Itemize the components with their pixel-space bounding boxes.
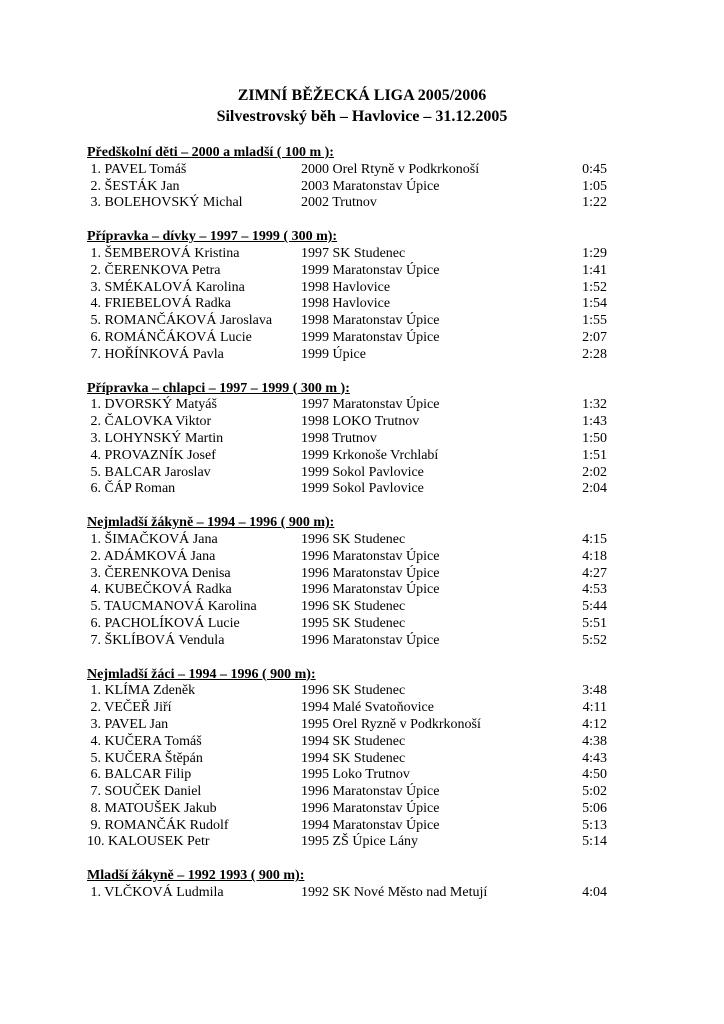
runner-club: 1999 Sokol Pavlovice bbox=[301, 481, 424, 497]
runner-time: 2:28 bbox=[582, 346, 607, 362]
runner-name: 6. ČÁP Roman bbox=[87, 481, 176, 497]
runner-name: 2. ČERENKOVA Petra bbox=[87, 262, 221, 278]
results-list bbox=[87, 145, 607, 919]
result-row bbox=[87, 818, 607, 835]
runner-club: 2003 Maratonstav Úpice bbox=[301, 178, 440, 194]
result-row bbox=[87, 347, 607, 364]
runner-name: 2. ČALOVKA Viktor bbox=[87, 414, 212, 430]
result-row bbox=[87, 734, 607, 751]
result-row bbox=[87, 179, 607, 196]
runner-time: 5:52 bbox=[582, 632, 607, 648]
result-row bbox=[87, 599, 607, 616]
category-heading: Nejmladší žáci – 1994 – 1996 ( 900 m): bbox=[87, 666, 316, 682]
runner-time: 1:22 bbox=[582, 195, 607, 211]
result-row bbox=[87, 751, 607, 768]
runner-time: 4:18 bbox=[582, 548, 607, 564]
runner-club: 1997 SK Studenec bbox=[301, 245, 406, 261]
category-section bbox=[87, 667, 607, 852]
category-section bbox=[87, 515, 607, 649]
runner-club: 1999 Maratonstav Úpice bbox=[301, 262, 440, 278]
result-row bbox=[87, 582, 607, 599]
runner-name: 3. LOHYNSKÝ Martin bbox=[87, 430, 224, 446]
runner-time: 4:38 bbox=[582, 733, 607, 749]
result-row bbox=[87, 481, 607, 498]
runner-name: 10. KALOUSEK Petr bbox=[87, 834, 210, 850]
runner-club: 1996 SK Studenec bbox=[301, 599, 406, 615]
runner-name: 5. BALCAR Jaroslav bbox=[87, 464, 211, 480]
runner-time: 5:44 bbox=[582, 599, 607, 615]
result-row bbox=[87, 549, 607, 566]
runner-time: 1:41 bbox=[582, 262, 607, 278]
runner-club: 1999 Krkonoše Vrchlabí bbox=[301, 447, 439, 463]
result-row bbox=[87, 633, 607, 650]
runner-club: 2002 Trutnov bbox=[301, 195, 377, 211]
runner-time: 5:02 bbox=[582, 784, 607, 800]
runner-club: 1998 Havlovice bbox=[301, 296, 391, 312]
result-row bbox=[87, 465, 607, 482]
result-row bbox=[87, 532, 607, 549]
runner-name: 9. ROMANČÁK Rudolf bbox=[87, 817, 229, 833]
runner-name: 2. VEČEŘ Jiří bbox=[87, 700, 172, 716]
runner-time: 4:27 bbox=[582, 565, 607, 581]
runner-club: 1996 SK Studenec bbox=[301, 683, 406, 699]
runner-name: 7. SOUČEK Daniel bbox=[87, 784, 202, 800]
category-heading: Předškolní děti – 2000 a mladší ( 100 m ): bbox=[87, 145, 334, 160]
runner-name: 2. ADÁMKOVÁ Jana bbox=[87, 548, 216, 564]
category-section bbox=[87, 145, 607, 212]
runner-club: 1996 Maratonstav Úpice bbox=[301, 548, 440, 564]
runner-time: 4:50 bbox=[582, 767, 607, 783]
result-row bbox=[87, 195, 607, 212]
runner-name: 2. ŠESTÁK Jan bbox=[87, 178, 180, 194]
category-heading: Přípravka – dívky – 1997 – 1999 ( 300 m): bbox=[87, 229, 338, 245]
runner-club: 1998 LOKO Trutnov bbox=[301, 414, 420, 430]
result-row bbox=[87, 885, 607, 902]
runner-club: 1992 SK Nové Město nad Metují bbox=[301, 885, 488, 901]
category-section bbox=[87, 868, 607, 902]
runner-club: 1999 Úpice bbox=[301, 346, 366, 362]
runner-name: 3. SMÉKALOVÁ Karolina bbox=[87, 279, 245, 295]
runner-name: 4. KUČERA Tomáš bbox=[87, 733, 202, 749]
runner-time: 1:43 bbox=[582, 414, 607, 430]
document-header bbox=[0, 85, 724, 127]
result-row bbox=[87, 566, 607, 583]
result-row bbox=[87, 717, 607, 734]
runner-club: 1996 Maratonstav Úpice bbox=[301, 784, 440, 800]
result-row bbox=[87, 162, 607, 179]
runner-club: 1996 Maratonstav Úpice bbox=[301, 632, 440, 648]
runner-time: 5:13 bbox=[582, 817, 607, 833]
runner-name: 5. KUČERA Štěpán bbox=[87, 750, 203, 766]
runner-time: 4:04 bbox=[582, 885, 607, 901]
runner-time: 4:11 bbox=[582, 700, 607, 716]
category-heading: Nejmladší žákyně – 1994 – 1996 ( 900 m): bbox=[87, 515, 335, 531]
result-row bbox=[87, 313, 607, 330]
runner-time: 3:48 bbox=[582, 683, 607, 699]
result-row bbox=[87, 296, 607, 313]
result-row bbox=[87, 683, 607, 700]
runner-club: 1996 SK Studenec bbox=[301, 531, 406, 547]
runner-time: 5:14 bbox=[582, 834, 607, 850]
runner-club: 1996 Maratonstav Úpice bbox=[301, 800, 440, 816]
runner-name: 1. KLÍMA Zdeněk bbox=[87, 683, 196, 699]
runner-time: 2:04 bbox=[582, 481, 607, 497]
runner-time: 4:12 bbox=[582, 716, 607, 732]
runner-club: 1999 Maratonstav Úpice bbox=[301, 329, 440, 345]
runner-time: 1:32 bbox=[582, 397, 607, 413]
runner-club: 1995 SK Studenec bbox=[301, 615, 406, 631]
runner-club: 1995 Orel Ryzně v Podkrkonoší bbox=[301, 716, 481, 732]
runner-name: 1. VLČKOVÁ Ludmila bbox=[87, 885, 224, 901]
runner-time: 2:02 bbox=[582, 464, 607, 480]
runner-time: 1:29 bbox=[582, 245, 607, 261]
runner-club: 1998 Havlovice bbox=[301, 279, 391, 295]
runner-name: 6. ROMÁNČÁKOVÁ Lucie bbox=[87, 329, 252, 345]
runner-time: 1:05 bbox=[582, 178, 607, 194]
runner-name: 5. TAUCMANOVÁ Karolina bbox=[87, 599, 257, 615]
result-row bbox=[87, 280, 607, 297]
runner-club: 1994 Maratonstav Úpice bbox=[301, 817, 440, 833]
runner-club: 1997 Maratonstav Úpice bbox=[301, 397, 440, 413]
runner-time: 1:52 bbox=[582, 279, 607, 295]
result-row bbox=[87, 616, 607, 633]
runner-name: 3. BOLEHOVSKÝ Michal bbox=[87, 195, 243, 211]
runner-time: 4:15 bbox=[582, 531, 607, 547]
runner-name: 1. ŠEMBEROVÁ Kristina bbox=[87, 245, 240, 261]
runner-club: 1996 Maratonstav Úpice bbox=[301, 565, 440, 581]
result-row bbox=[87, 767, 607, 784]
runner-time: 5:06 bbox=[582, 800, 607, 816]
result-row bbox=[87, 834, 607, 851]
runner-time: 1:50 bbox=[582, 430, 607, 446]
runner-name: 6. BALCAR Filip bbox=[87, 767, 192, 783]
result-row bbox=[87, 448, 607, 465]
runner-club: 1994 SK Studenec bbox=[301, 750, 406, 766]
runner-name: 4. PROVAZNÍK Josef bbox=[87, 447, 216, 463]
result-row bbox=[87, 246, 607, 263]
document-subtitle: Silvestrovský běh – Havlovice – 31.12.2005 bbox=[216, 108, 508, 125]
runner-time: 1:55 bbox=[582, 313, 607, 329]
runner-name: 3. PAVEL Jan bbox=[87, 716, 169, 732]
runner-time: 5:51 bbox=[582, 615, 607, 631]
category-heading: Přípravka – chlapci – 1997 – 1999 ( 300 m ): bbox=[87, 380, 350, 396]
runner-name: 1. PAVEL Tomáš bbox=[87, 161, 187, 177]
result-row bbox=[87, 784, 607, 801]
runner-name: 3. ČERENKOVA Denisa bbox=[87, 565, 231, 581]
runner-club: 1998 Maratonstav Úpice bbox=[301, 313, 440, 329]
result-row bbox=[87, 431, 607, 448]
runner-time: 4:43 bbox=[582, 750, 607, 766]
runner-club: 2000 Orel Rtyně v Podkrkonoší bbox=[301, 161, 480, 177]
runner-club: 1995 Loko Trutnov bbox=[301, 767, 410, 783]
runner-name: 4. FRIEBELOVÁ Radka bbox=[87, 296, 231, 312]
runner-club: 1996 Maratonstav Úpice bbox=[301, 582, 440, 598]
result-row bbox=[87, 263, 607, 280]
runner-name: 7. ŠKLÍBOVÁ Vendula bbox=[87, 632, 225, 648]
runner-club: 1998 Trutnov bbox=[301, 430, 377, 446]
runner-name: 1. ŠIMAČKOVÁ Jana bbox=[87, 531, 218, 547]
category-section bbox=[87, 229, 607, 363]
runner-name: 8. MATOUŠEK Jakub bbox=[87, 800, 217, 816]
result-row bbox=[87, 700, 607, 717]
runner-time: 1:51 bbox=[582, 447, 607, 463]
runner-club: 1999 Sokol Pavlovice bbox=[301, 464, 424, 480]
runner-time: 2:07 bbox=[582, 329, 607, 345]
runner-name: 4. KUBEČKOVÁ Radka bbox=[87, 582, 232, 598]
category-heading: Mladší žákyně – 1992 1993 ( 900 m): bbox=[87, 868, 305, 884]
runner-name: 6. PACHOLÍKOVÁ Lucie bbox=[87, 615, 240, 631]
result-row bbox=[87, 397, 607, 414]
runner-name: 7. HOŘÍNKOVÁ Pavla bbox=[87, 346, 224, 362]
runner-club: 1994 Malé Svatoňovice bbox=[301, 700, 434, 716]
runner-time: 1:54 bbox=[582, 296, 607, 312]
runner-name: 1. DVORSKÝ Matyáš bbox=[87, 397, 217, 413]
document-title: ZIMNÍ BĚŽECKÁ LIGA 2005/2006 bbox=[237, 87, 487, 104]
category-section bbox=[87, 381, 607, 499]
result-row bbox=[87, 330, 607, 347]
runner-time: 4:53 bbox=[582, 582, 607, 598]
runner-name: 5. ROMANČÁKOVÁ Jaroslava bbox=[87, 313, 273, 329]
runner-club: 1995 ZŠ Úpice Lány bbox=[301, 834, 419, 850]
runner-club: 1994 SK Studenec bbox=[301, 733, 406, 749]
result-row bbox=[87, 801, 607, 818]
result-row bbox=[87, 414, 607, 431]
runner-time: 0:45 bbox=[582, 161, 607, 177]
